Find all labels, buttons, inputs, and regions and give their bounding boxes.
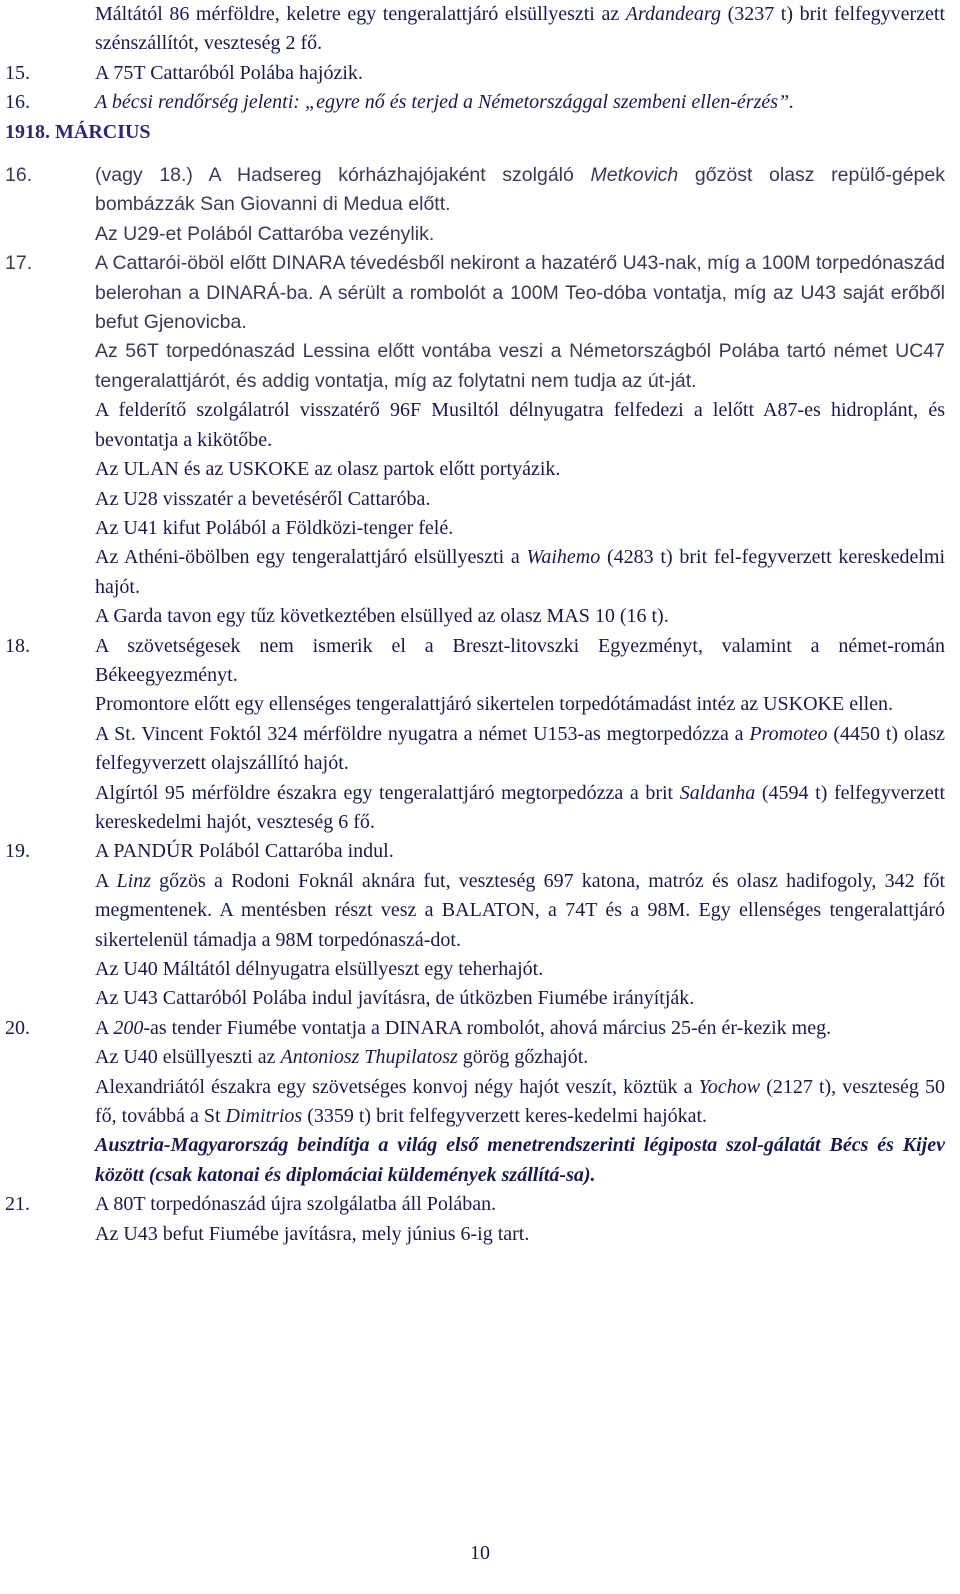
entry-text: A szövetségesek nem ismerik el a Breszt-litovszki Egyezményt, valamint a német-román Békeegyezményt. <box>95 634 945 686</box>
entries-march-1918 <box>0 161 960 1249</box>
chronology-entry <box>5 1190 945 1219</box>
entry-text: A <box>95 1016 114 1039</box>
chronology-entry <box>5 1014 945 1043</box>
chronology-entry <box>95 543 945 602</box>
entry-text: A felderítő szolgálatról visszatérő 96F Musiltól délnyugatra felfedezi a lelőtt A87-es hidroplánt, és bevontatja a kikötőbe. <box>95 399 945 451</box>
entry-text: (3359 t) brit felfegyverzett keres-kedelmi hajókat. <box>302 1105 708 1128</box>
entry-text-emphasis: Yochow <box>698 1075 761 1098</box>
entry-text: (3237 t) brit felfegyverzett szénszállítót, veszteség 2 fő. <box>95 3 946 55</box>
chronology-entry <box>95 720 945 779</box>
chronology-entry <box>95 984 945 1013</box>
entry-text-emphasis: Linz <box>116 869 151 892</box>
chronology-entry <box>95 514 945 543</box>
entry-day: 15. <box>5 61 30 84</box>
entry-text: gőzöst olasz repülő-gépek bombázzák San Giovanni di Medua előtt. <box>95 164 946 216</box>
chronology-entry <box>95 1131 945 1190</box>
page-number: 10 <box>470 1542 490 1564</box>
chronology-entry <box>95 1220 945 1249</box>
entry-text: (4594 t) felfegyverzett kereskedelmi hajót, veszteség 6 fő. <box>95 781 945 833</box>
entry-text: A <box>95 869 117 892</box>
chronology-entry <box>95 1043 945 1072</box>
chronology-entry <box>95 337 945 396</box>
entry-day: 21. <box>5 1193 30 1216</box>
entry-text: A 80T torpedónaszád újra szolgálatba áll Polában. <box>95 1193 497 1216</box>
entry-text: (vagy 18.) A Hadsereg kórházhajójaként szolgáló <box>95 164 591 187</box>
entry-day: 19. <box>5 840 30 863</box>
entry-text-emphasis: Antoniosz Thupilatosz <box>280 1046 458 1069</box>
chronology-entry <box>95 867 945 955</box>
entry-day: 16. <box>5 164 33 187</box>
entry-text-emphasis: Dimitrios <box>225 1105 303 1128</box>
entry-day: 16. <box>5 91 30 114</box>
chronology-entry <box>95 779 945 838</box>
chronology-entry <box>95 690 945 719</box>
entry-text: A sérült a rombolót a 100M Teo-dóba vontatja, míg az U43 saját erőből befut Gjenovicba. <box>95 281 945 334</box>
section-heading: 1918. MÁRCIUS <box>5 120 151 143</box>
entry-text: Máltától 86 mérföldre, keletre egy tengeralattjáró elsüllyeszti az <box>95 3 626 25</box>
entry-day: 17. <box>5 252 33 275</box>
entry-text: (4450 t) olasz felfegyverzett olajszállító hajót. <box>95 722 945 775</box>
chronology-entry <box>95 455 945 484</box>
entry-text-emphasis: Ardandearg <box>625 3 721 25</box>
entry-text-emphasis: 200 <box>113 1016 144 1039</box>
entry-text: Az U41 kifut Polából a Földközi-tenger felé. <box>95 516 454 539</box>
chronology-entry <box>95 396 945 455</box>
chronology-entry <box>95 602 945 631</box>
entries-before-heading <box>0 0 960 118</box>
entry-text: Az U40 Máltától délnyugatra elsüllyeszt egy teherhajót. <box>95 958 544 980</box>
chronology-entry <box>95 485 945 514</box>
chronology-entry <box>5 88 945 117</box>
chronology-entry <box>5 161 946 220</box>
entry-day: 18. <box>5 634 30 657</box>
chronology-entry <box>95 955 945 984</box>
chronology-entry <box>5 632 945 691</box>
entry-text: Az Athéni-öbölben egy tengeralattjáró elsüllyeszti a <box>95 546 527 569</box>
entry-text: A St. Vincent Foktól 324 mérföldre nyugatra a német U153-as megtorpedózza a <box>95 722 750 745</box>
chronology-entry <box>5 249 945 337</box>
entry-text: (2127 t), veszteség 50 fő, továbbá a St <box>95 1075 945 1128</box>
chronology-entry <box>5 837 945 866</box>
chronology-entry <box>95 0 945 59</box>
entry-text: -as tender Fiumébe vontatja a DINARA rombolót, ahová március 25-én ér-kezik meg. <box>143 1016 832 1039</box>
entry-text: A 75T Cattaróból Polába hajózik. <box>95 61 363 84</box>
entry-text: görög gőzhajót. <box>457 1046 589 1069</box>
entry-text: Promontore előtt egy ellenséges tengeralattjáró sikertelen torpedótámadást intéz az USKOKE ellen. <box>95 693 894 716</box>
entry-text: (4283 t) brit fel-fegyverzett kereskedelmi hajót. <box>95 546 946 598</box>
entry-text: A Garda tavon egy tűz következtében elsüllyed az olasz MAS 10 (16 t). <box>95 605 669 628</box>
entry-text-emphasis: Ausztria-Magyarország beindítja a világ első menetrendszerinti légiposta szol-gálatát Bécs és Kijev között (csak katonai és diplomáciai küldemények szállítá-sa). <box>95 1134 945 1186</box>
entry-text: gőzös a Rodoni Foknál aknára fut, veszteség 697 katona, matróz és olasz hadifogoly, 342 főt megmentenek. A mentésben részt vesz a BALATON, a 74T és a 98M. Egy ellenséges tengeralattjáró sikertelenül támadja a 98M torpedónaszá-dot. <box>95 869 945 951</box>
entry-text: Az U40 elsüllyeszti az <box>95 1046 281 1069</box>
entry-text: A PANDÚR Polából Cattaróba indul. <box>95 840 394 863</box>
chronology-entry <box>95 1073 945 1132</box>
entry-text: Az U43 befut Fiumébe javításra, mely június 6-ig tart. <box>95 1222 530 1245</box>
entry-text: A Cattarói-öböl előtt DINARA tévedésből nekiront a hazatérő U43-nak, míg a 100M torpedónaszád belerohan a DINARÁ-ba. <box>95 252 945 304</box>
entry-text-emphasis: Waihemo <box>526 546 601 569</box>
entry-text: Alexandriától északra egy szövetséges konvoj négy hajót veszít, köztük a <box>95 1075 699 1098</box>
entry-text: Algírtól 95 mérföldre északra egy tengeralattjáró megtorpedózza a brit <box>95 781 680 804</box>
entry-text: Az ULAN és az USKOKE az olasz partok előtt portyázik. <box>95 458 561 481</box>
entry-text-emphasis: Saldanha <box>679 781 756 804</box>
entry-day: 20. <box>5 1016 30 1039</box>
entry-text-emphasis: A bécsi rendőrség jelenti: „egyre nő és terjed a Németországgal szembeni ellen-érzés”. <box>95 91 795 114</box>
chronology-entry <box>5 59 945 88</box>
chronology-entry <box>95 220 945 249</box>
entry-text: Az 56T torpedónaszád Lessina előtt vontába veszi a Németországból Polába tartó német UC47 tengeralattjárót, és addig vontatja, míg az folytatni nem tudja az út-ját. <box>95 340 945 392</box>
entry-text-emphasis: Promoteo <box>749 722 828 745</box>
entry-text-emphasis: Metkovich <box>590 164 679 187</box>
entry-text: Az U43 Cattaróból Polába indul javításra, de útközben Fiumébe irányítják. <box>95 987 695 1010</box>
entry-text: Az U29-et Polából Cattaróba vezénylik. <box>95 222 435 245</box>
entry-text: Az U28 visszatér a bevetéséről Cattaróba. <box>95 487 431 510</box>
